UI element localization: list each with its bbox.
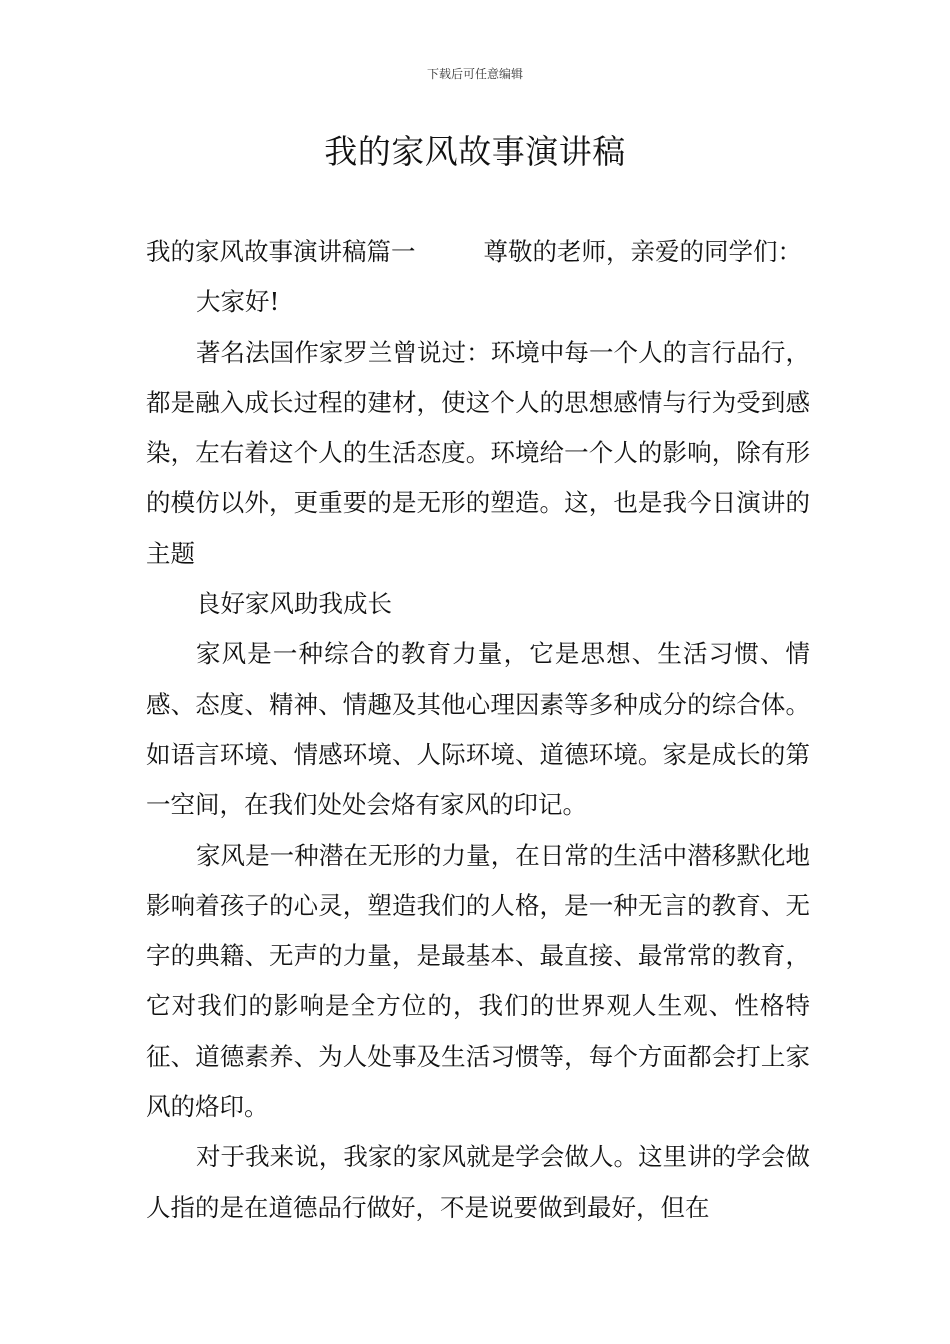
section-heading: 我的家风故事演讲稿篇一 [146, 237, 416, 266]
download-note: 下载后可任意编辑 [426, 67, 523, 81]
document-title: 我的家风故事演讲稿 [324, 132, 626, 171]
document-body [146, 227, 810, 1233]
paragraph-invisible-influence: 家风是一种潜在无形的力量，在日常的生活中潜移默化地影响着孩子的心灵，塑造我们的人格，是一种无言的教育、无字的典籍、无声的力量，是最基本、最直接、最常常的教育，它对我们的影响是全方位的，我们的世界观人生观、性格特征、道德素养、为人处事及生活习惯等，每个方面都会打上家风的烙印。 [146, 840, 810, 1122]
paragraph-subtitle: 良好家风助我成长 [196, 589, 392, 619]
paragraph-family-style-definition: 家风是一种综合的教育力量，它是思想、生活习惯、情感、态度、精神、情趣及其他心理因素等多种成分的综合体。如语言环境、情感环境、人际环境、道德环境。家是成长的第一空间，在我们处处会烙有家风的印记。 [146, 639, 810, 820]
paragraph-quote: 著名法国作家罗兰曾说过：环境中每一个人的言行品行，都是融入成长过程的建材，使这个人的思想感情与行为受到感染，左右着这个人的生活态度。环境给一个人的影响，除有形的模仿以外，更重要的是无形的塑造。这，也是我今日演讲的主题 [146, 337, 810, 568]
paragraph-personal-story: 对于我来说，我家的家风就是学会做人。这里讲的学会做人指的是在道德品行做好，不是说要做到最好，但在 [146, 1142, 810, 1222]
salutation: 尊敬的老师，亲爱的同学们： [483, 237, 802, 266]
heading-line [146, 227, 810, 277]
paragraph-greeting: 大家好! [196, 287, 280, 317]
